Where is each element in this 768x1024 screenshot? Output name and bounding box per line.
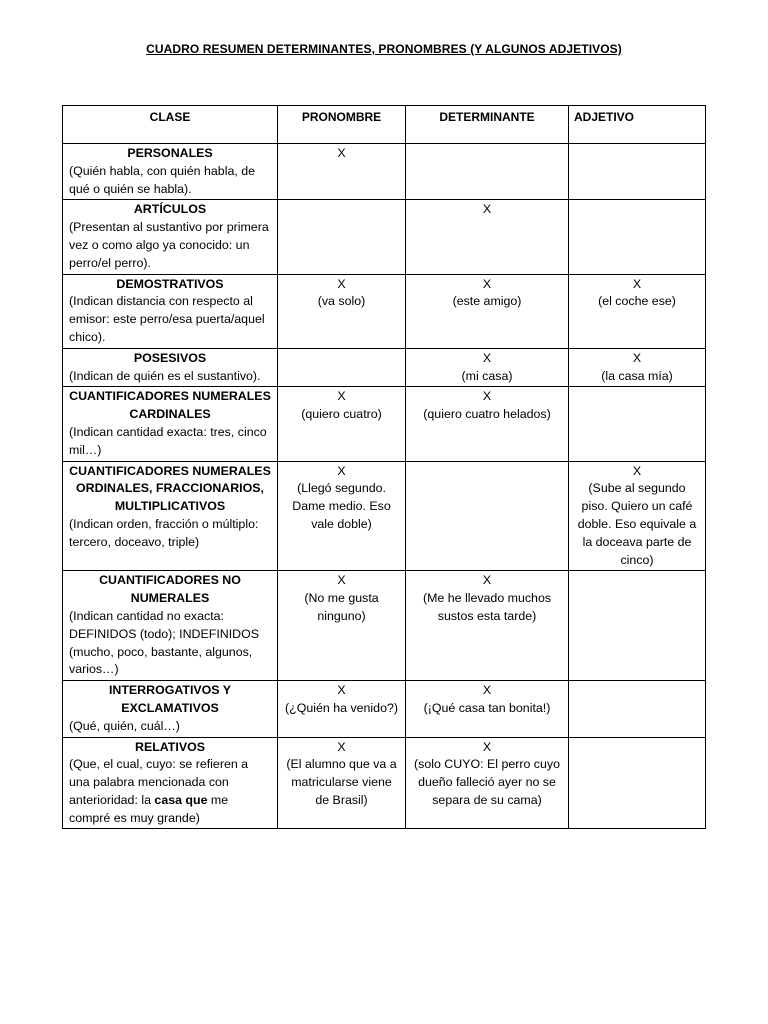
pronombre-cell [278, 144, 406, 200]
class-name: CUANTIFICADORES NUMERALES ORDINALES, FRACCIONARIOS, MULTIPLICATIVOS [69, 463, 271, 514]
adjetivo-cell [569, 681, 706, 737]
determinante-mark: X [482, 573, 492, 588]
adjetivo-cell [569, 200, 706, 274]
adjetivo-mark: X [632, 463, 642, 478]
pronombre-cell [278, 387, 406, 461]
class-description-part: (Que, el cual, cuyo: se refieren a una palabra mencionada con anterioridad: la [69, 757, 249, 807]
class-name: PERSONALES [127, 146, 213, 160]
class-cell [63, 571, 278, 681]
class-cell [63, 737, 278, 829]
class-description: (Qué, quién, cuál…) [69, 718, 180, 733]
table-row [63, 461, 706, 571]
class-name: RELATIVOS [135, 739, 205, 754]
table-row [63, 348, 706, 387]
adjetivo-cell [569, 571, 706, 681]
class-cell [63, 387, 278, 461]
pronombre-cell [278, 681, 406, 737]
class-cell [63, 348, 278, 387]
determinante-mark: X [482, 683, 492, 698]
determinante-example: (solo CUYO: El perro cuyo dueño falleció ayer no se separa de su cama) [414, 757, 560, 807]
class-description: (Quién habla, con quién habla, de qué o quién se habla). [69, 163, 255, 196]
summary-table [62, 105, 706, 829]
determinante-mark: X [482, 202, 492, 217]
determinante-cell [406, 681, 569, 737]
class-description: (Indican cantidad exacta: tres, cinco mil…) [69, 424, 267, 457]
class-name: POSESIVOS [133, 350, 207, 365]
pronombre-mark: X [337, 389, 346, 404]
table-header-row [63, 106, 706, 144]
determinante-example: (¡Qué casa tan bonita!) [423, 700, 551, 715]
determinante-cell [406, 348, 569, 387]
table-row [63, 681, 706, 737]
pronombre-cell [278, 571, 406, 681]
table-row [63, 274, 706, 348]
table-row [63, 144, 706, 200]
determinante-example: (Me he llevado muchos sustos esta tarde) [422, 591, 552, 623]
class-description [69, 756, 271, 827]
class-description: (Indican orden, fracción o múltiplo: tercero, doceavo, triple) [69, 516, 259, 549]
class-description: (Indican de quién es el sustantivo). [69, 368, 261, 383]
determinante-cell [406, 737, 569, 829]
pronombre-mark: X [337, 573, 346, 588]
determinante-example: (quiero cuatro helados) [423, 407, 551, 422]
header-clase: CLASE [63, 106, 278, 144]
adjetivo-example: (Sube al segundo piso. Quiero un café doble. Eso equivale a la doceava parte de cinco) [577, 481, 697, 567]
determinante-cell [406, 461, 569, 571]
pronombre-mark: X [337, 463, 346, 478]
table-row [63, 387, 706, 461]
class-cell [63, 144, 278, 200]
adjetivo-cell [569, 461, 706, 571]
class-name: ARTÍCULOS [133, 202, 207, 217]
class-cell [63, 200, 278, 274]
pronombre-cell [278, 461, 406, 571]
class-description: (Indican cantidad no exacta: DEFINIDOS (todo); INDEFINIDOS (mucho, poco, bastante, algunos, varios…) [69, 608, 260, 677]
header-determinante: DETERMINANTE [406, 106, 569, 144]
class-name: DEMOSTRATIVOS [116, 276, 224, 291]
pronombre-mark: X [337, 739, 346, 754]
class-description-bold: casa que [154, 792, 208, 807]
pronombre-example: (El alumno que va a matricularse viene de Brasil) [286, 757, 397, 807]
table-row [63, 571, 706, 681]
determinante-mark: X [482, 389, 492, 404]
determinante-cell [406, 274, 569, 348]
pronombre-cell [278, 348, 406, 387]
pronombre-example: (¿Quién ha venido?) [285, 700, 398, 715]
class-name: CUANTIFICADORES NO NUMERALES [99, 573, 241, 606]
pronombre-example: (quiero cuatro) [301, 407, 382, 422]
adjetivo-mark: X [632, 350, 642, 365]
pronombre-mark: X [337, 276, 346, 291]
pronombre-mark: X [337, 146, 346, 160]
adjetivo-cell [569, 737, 706, 829]
document-title: CUADRO RESUMEN DETERMINANTES, PRONOMBRES (Y ALGUNOS ADJETIVOS) [146, 42, 622, 56]
determinante-cell [406, 200, 569, 274]
pronombre-example: (va solo) [317, 294, 366, 309]
class-description-part: me compré es muy grande) [69, 792, 229, 825]
pronombre-example: (Llegó segundo. Dame medio. Eso vale doble) [292, 481, 391, 531]
pronombre-mark: X [337, 683, 346, 698]
class-name: INTERROGATIVOS Y EXCLAMATIVOS [108, 683, 232, 715]
adjetivo-cell [569, 274, 706, 348]
adjetivo-example: (el coche ese) [598, 294, 676, 309]
determinante-example: (este amigo) [452, 294, 522, 309]
adjetivo-example: (la casa mía) [601, 368, 673, 383]
adjetivo-cell [569, 387, 706, 461]
determinante-cell [406, 387, 569, 461]
adjetivo-cell [569, 144, 706, 200]
adjetivo-mark: X [632, 276, 642, 291]
class-cell [63, 461, 278, 571]
pronombre-example: (No me gusta ninguno) [304, 591, 379, 623]
pronombre-cell [278, 737, 406, 829]
table-row [63, 200, 706, 274]
class-cell [63, 681, 278, 737]
header-adjetivo: ADJETIVO [569, 106, 706, 144]
adjetivo-cell [569, 348, 706, 387]
determinante-cell [406, 571, 569, 681]
class-description: (Presentan al sustantivo por primera vez o como algo ya conocido: un perro/el perro). [69, 220, 269, 270]
class-description: (Indican distancia con respecto al emisor: este perro/esa puerta/aquel chico). [69, 294, 265, 344]
class-cell [63, 274, 278, 348]
determinante-mark: X [482, 350, 492, 365]
determinante-mark: X [482, 739, 492, 754]
determinante-mark: X [482, 276, 492, 291]
table-body [63, 144, 706, 829]
table-row [63, 737, 706, 829]
header-pronombre: PRONOMBRE [278, 106, 406, 144]
pronombre-cell [278, 274, 406, 348]
class-name: CUANTIFICADORES NUMERALES CARDINALES [69, 389, 271, 422]
pronombre-cell [278, 200, 406, 274]
determinante-cell [406, 144, 569, 200]
determinante-example: (mi casa) [461, 368, 513, 383]
